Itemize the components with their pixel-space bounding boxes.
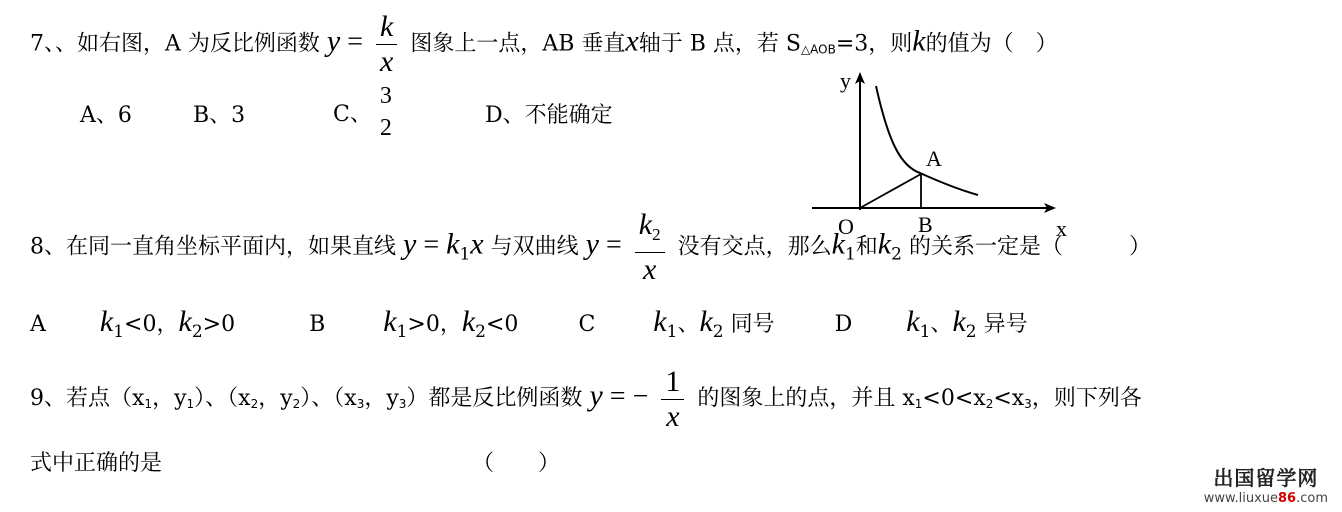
- q7-option-c-prefix: C、: [333, 101, 372, 127]
- q8-y2: y: [585, 227, 599, 261]
- q7-text-end: 的值为（ ）: [925, 31, 1058, 57]
- watermark-cn: 出国留学网: [1213, 466, 1319, 490]
- segment-oa: [860, 174, 921, 208]
- site-watermark: [1204, 462, 1328, 506]
- q8-options: [30, 300, 1028, 344]
- q7-option-b: B、3: [193, 103, 246, 128]
- q9-line2: 式中正确的是: [30, 451, 163, 476]
- q8-kb-sub: 2: [891, 244, 902, 265]
- q9-answer-bracket: （ ）: [472, 451, 561, 476]
- q8-option-d: D $k_1$、$k_2$ 异号: [834, 305, 1028, 342]
- y-axis-label: y: [840, 68, 851, 93]
- q8-ka: k: [831, 227, 845, 261]
- q9-equals: =: [609, 381, 626, 412]
- q7-func-y: y: [326, 24, 341, 58]
- question-9-stem: 9、若点（$x_1$，$y_1$）、（$x_2$，$y_2$）、（$x_3$，$y_3$）都是反比例函数 y = − $\frac{1}{x}$ 的图象上的点，并且 $x_1<0<x_2<x_3$，则下列各: [30, 364, 1142, 433]
- q8-kb: k: [877, 227, 892, 261]
- q8-ka-sub: 1: [844, 244, 856, 265]
- q7-text-mid: 图象上一点，AB 垂直: [410, 31, 626, 57]
- q8-number: 8、: [30, 234, 66, 260]
- q9-number: 9、: [30, 386, 66, 411]
- q7-fraction-k-over-x: [376, 10, 397, 79]
- q8-frac-den: x: [643, 253, 657, 286]
- point-a-label: A: [926, 146, 942, 171]
- q7-area-sub: △AOB: [800, 42, 836, 57]
- q8-k1-sub: 1: [459, 244, 471, 265]
- q8-option-b: B $k_1>0$，$k_2<0$: [309, 305, 519, 342]
- q9-fraction-1-over-x: [661, 365, 684, 434]
- q9-frac-den: x: [666, 399, 680, 433]
- x-axis-label: x: [1056, 216, 1067, 240]
- q9-func-y: y: [589, 379, 603, 412]
- q7-option-c-fraction: [376, 80, 396, 144]
- q8-fraction-k2-over-x: [635, 208, 665, 287]
- q7-option-c: [333, 76, 402, 148]
- q8-eq2: =: [605, 229, 622, 261]
- q8-option-a: A $k_1<0$，$k_2>0$: [30, 305, 236, 342]
- q8-x1: x: [470, 227, 484, 261]
- q8-text-mid2: 没有交点，那么: [677, 234, 832, 260]
- q7-equals: =: [347, 26, 364, 58]
- q7-option-d: D、不能确定: [485, 103, 613, 128]
- q7-text-mid3: =3，则: [835, 31, 913, 57]
- origin-label: O: [838, 214, 854, 239]
- q8-y1: y: [403, 227, 417, 261]
- hyperbola-curve: [876, 86, 978, 195]
- q8-frac-num-k: k: [638, 208, 653, 241]
- q8-and: 和: [855, 234, 878, 260]
- q7-frac-num: k: [376, 10, 397, 45]
- question-8-stem: [30, 208, 1151, 286]
- watermark-url: www.liuxue86.com: [1203, 491, 1328, 506]
- q8-text-pre: 在同一直角坐标平面内，如果直线: [66, 234, 397, 260]
- q7-option-a: A、6: [80, 103, 132, 128]
- q7-number: 7、、: [30, 31, 77, 57]
- q8-text-mid: 与双曲线: [490, 234, 579, 260]
- q7-text-pre: 如右图，A 为反比例函数: [77, 31, 320, 57]
- q7-frac-den: x: [380, 45, 394, 78]
- q8-k1: k: [446, 227, 460, 261]
- q9-frac-num: 1: [661, 365, 684, 400]
- q7-option-c-den: 2: [379, 115, 392, 141]
- q8-eq1: =: [423, 229, 440, 261]
- q9-minus: −: [632, 381, 649, 412]
- q7-text-mid2: 轴于 B 点，若 S: [638, 31, 801, 57]
- q8-option-c: C $k_1$、$k_2$ 同号: [578, 305, 775, 342]
- q7-option-c-num: 3: [379, 83, 392, 109]
- q8-frac-num-sub: 2: [652, 225, 661, 244]
- q8-text-end: 的关系一定是（ ）: [908, 234, 1151, 260]
- point-b-label: B: [918, 212, 933, 237]
- q7-k-var: k: [912, 24, 926, 58]
- q7-x-var: x: [625, 24, 639, 58]
